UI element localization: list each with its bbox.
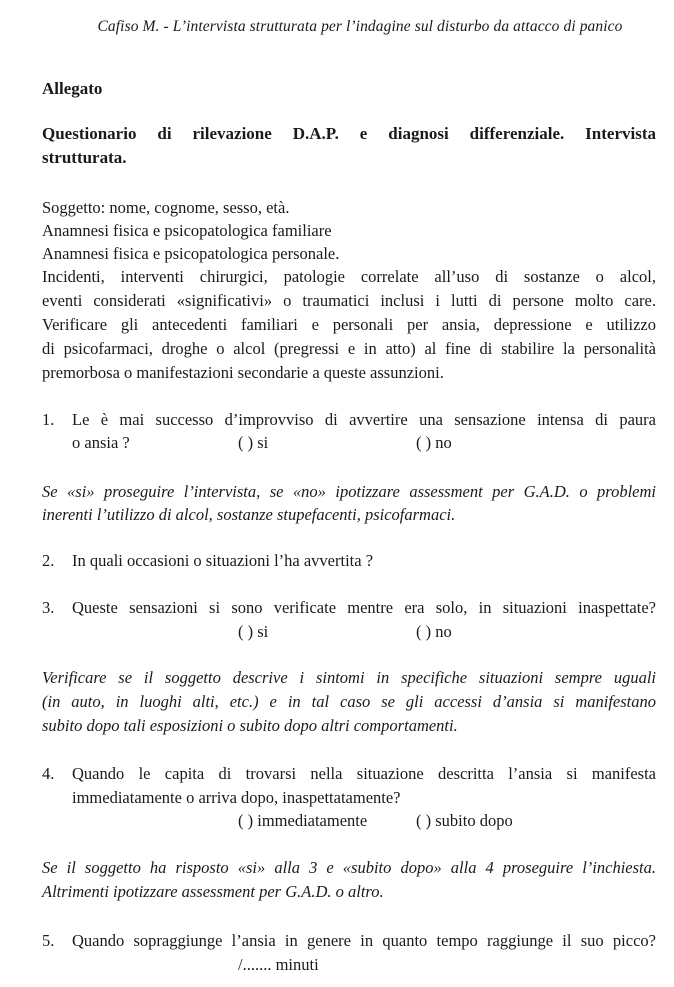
- instruction-note: subito dopo tali esposizioni o subito dopo altri comportamenti.: [42, 716, 458, 735]
- section-title-line1: Questionario di rilevazione D.A.P. e diagnosi differenziale. Intervista: [42, 124, 656, 143]
- question-text: Quando sopraggiunge l’ansia in genere in quanto tempo raggiunge il suo picco?: [72, 931, 656, 950]
- question-text: Le è mai successo d’improvviso di avvertire una sensazione intensa di paura: [72, 410, 656, 429]
- option-si[interactable]: ( ) si: [238, 622, 269, 641]
- intro-line: Anamnesi fisica e psicopatologica personale.: [42, 244, 340, 263]
- question-text: Queste sensazioni si sono verificate mentre era solo, in situazioni inaspettate?: [72, 598, 656, 617]
- running-head: Cafiso M. - L’intervista strutturata per l’indagine sul disturbo da attacco di panico: [97, 18, 623, 35]
- intro-line: Soggetto: nome, cognome, sesso, età.: [42, 198, 290, 217]
- option-immediatamente[interactable]: ( ) immediatamente: [238, 811, 368, 830]
- option-si[interactable]: ( ) si: [238, 433, 269, 452]
- intro-line: di psicofarmaci, droghe o alcol (pregressi e in atto) al fine di stabilire la personalità: [42, 339, 656, 358]
- question-number: 3.: [42, 598, 55, 617]
- intro-line: eventi considerati «significativi» o traumatici inclusi i lutti di persone molto care.: [42, 291, 656, 310]
- section-label: Allegato: [42, 79, 103, 98]
- question-number: 4.: [42, 764, 55, 783]
- question-text: immediatamente o arriva dopo, inaspettatamente?: [72, 788, 401, 807]
- intro-line: Verificare gli antecedenti familiari e personali per ansia, depressione e utilizzo: [42, 315, 656, 334]
- question-text: In quali occasioni o situazioni l’ha avvertita ?: [72, 551, 374, 570]
- section-title-line2: strutturata.: [42, 148, 127, 167]
- option-subito-dopo[interactable]: ( ) subito dopo: [416, 811, 513, 830]
- instruction-note: Se il soggetto ha risposto «si» alla 3 e «subito dopo» alla 4 proseguire l’inchiesta.: [42, 858, 656, 877]
- option-no[interactable]: ( ) no: [416, 433, 452, 452]
- instruction-note: (in auto, in luoghi alti, etc.) e in tal caso se gli accessi d’ansia si manifestano: [42, 692, 656, 711]
- instruction-note: Se «si» proseguire l’intervista, se «no» ipotizzare assessment per G.A.D. o problemi: [42, 482, 656, 501]
- question-number: 2.: [42, 551, 55, 570]
- question-text: Quando le capita di trovarsi nella situazione descritta l’ansia si manifesta: [72, 764, 656, 783]
- instruction-note: Verificare se il soggetto descrive i sintomi in specifiche situazioni sempre uguali: [42, 668, 656, 687]
- question-number: 1.: [42, 410, 55, 429]
- intro-line: Anamnesi fisica e psicopatologica familiare: [42, 221, 332, 240]
- instruction-note: inerenti l’utilizzo di alcol, sostanze stupefacenti, psicofarmaci.: [42, 505, 456, 524]
- question-number: 5.: [42, 931, 55, 950]
- option-no[interactable]: ( ) no: [416, 622, 452, 641]
- intro-line: premorbosa o manifestazioni secondarie a queste assunzioni.: [42, 363, 444, 382]
- instruction-note: Altrimenti ipotizzare assessment per G.A.D. o altro.: [42, 882, 384, 901]
- answer-minutes-field[interactable]: /....... minuti: [238, 955, 319, 974]
- intro-line: Incidenti, interventi chirurgici, patologie correlate all’uso di sostanze o alcol,: [42, 267, 656, 286]
- question-text: o ansia ?: [72, 433, 130, 452]
